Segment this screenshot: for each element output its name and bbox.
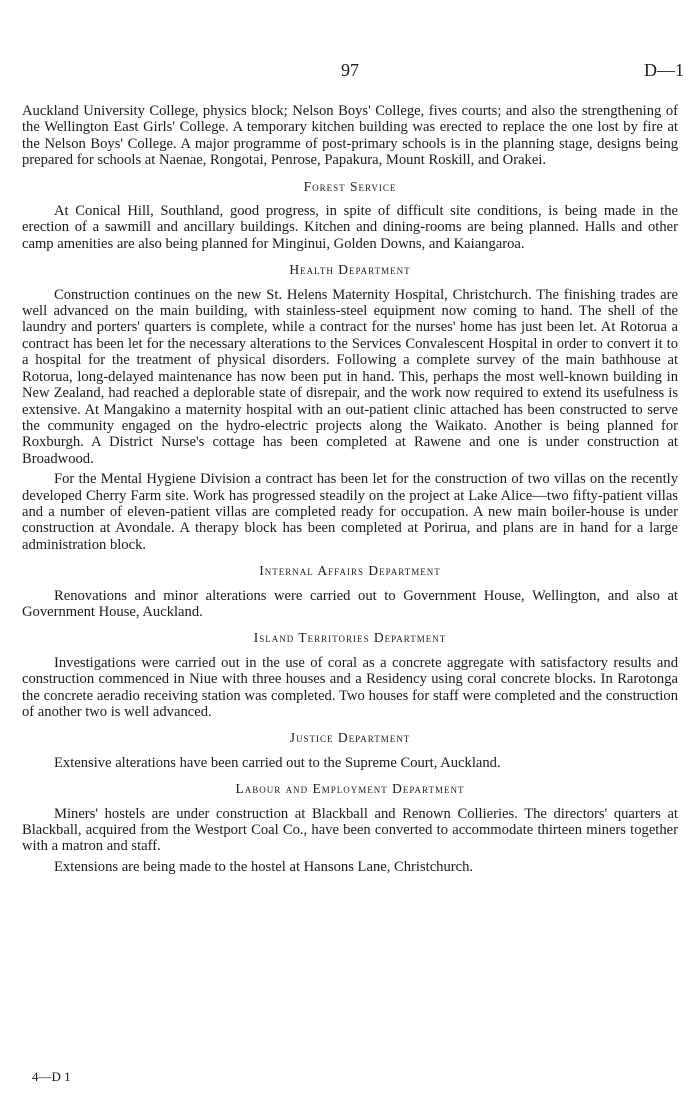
island-territories-heading: Island Territories Department <box>253 630 447 646</box>
justice-heading: Justice Department <box>289 730 411 746</box>
section-code: D—1 <box>644 60 684 80</box>
labour-employment-heading: Labour and Employment Department <box>235 781 465 797</box>
internal-affairs-paragraph: Renovations and minor alterations were carried out to Government House, Wellington, and also at Government House, Auckland. <box>22 587 678 620</box>
justice-paragraph: Extensive alterations have been carried out to the Supreme Court, Auckland. <box>54 754 501 771</box>
health-department-paragraph-1: Construction continues on the new St. Helens Maternity Hospital, Christchurch. The finishing trades are well advanced on the main building, with stainless-steel equipment now coming to hand. The shell of the laundry and porters' quarters is complete, while a contract for the nurses' home has just been let. At Rotorua a contract has been let for the necessary alterations to the Services Convalescent Hospital in order to convert it to a hospital for the treatment of physical disorders. Following a complete survey of the main bathhouse at Rotorua, long-delayed maintenance has now been put in hand. This, perhaps the most well-known building in New Zealand, had reached a deplorable state of disrepair, and the work now required to extend its usefulness is extensive. At Mangakino a maternity hospital with an out-patient clinic attached has been constructed to serve the community engaged on the hydro-electric projects along the Waikato. Another is being planned for Roxburgh. A District Nurse's cottage has been completed at Rawene and one is under construction at Broadwood. <box>22 286 678 467</box>
health-department-paragraph-2: For the Mental Hygiene Division a contract has been let for the construction of two villas on the recently developed Cherry Farm site. Work has progressed steadily on the project at Lake Alice—two fifty-patient villas and a number of eleven-patient villas are completed ready for occupation. A new main boiler-house is under construction at Avondale. A therapy block has been completed at Porirua, and plans are in hand for a large administration block. <box>22 471 678 553</box>
document-body <box>22 103 678 879</box>
forest-service-paragraph: At Conical Hill, Southland, good progress, in spite of difficult site conditions, is being made in the erection of a sawmill and ancillary buildings. Kitchen and dining-rooms are being planned. Halls and other camp amenities are also being planned for Minginui, Golden Downs, and Kaiangaroa. <box>22 203 678 252</box>
health-department-heading: Health Department <box>289 262 411 278</box>
intro-paragraph: Auckland University College, physics block; Nelson Boys' College, fives courts; and also the strengthening of the Wellington East Girls' College. A temporary kitchen building was erected to replace the one lost by fire at the Nelson Boys' College. A major programme of post-primary schools is in the planning stage, designs being prepared for schools at Naenae, Rongotai, Penrose, Papakura, Mount Roskill, and Orakei. <box>22 103 678 169</box>
labour-employment-paragraph-2: Extensions are being made to the hostel at Hansons Lane, Christchurch. <box>54 858 474 875</box>
forest-service-heading: Forest Service <box>303 178 397 194</box>
page-number: 97 <box>341 60 359 80</box>
footer-signature: 4—D 1 <box>32 1069 71 1084</box>
internal-affairs-heading: Internal Affairs Department <box>259 563 441 579</box>
island-territories-paragraph: Investigations were carried out in the use of coral as a concrete aggregate with satisfactory results and construction commenced in Niue with three houses and a Residency using coral concrete blocks. In Rarotonga the concrete aeradio receiving station was completed. Two houses for staff were completed and the construction of another two is well advanced. <box>22 654 678 720</box>
labour-employment-paragraph-1: Miners' hostels are under construction at Blackball and Renown Collieries. The directors' quarters at Blackball, acquired from the Westport Coal Co., have been converted to accommodate thirteen miners together with a matron and staff. <box>22 805 678 855</box>
